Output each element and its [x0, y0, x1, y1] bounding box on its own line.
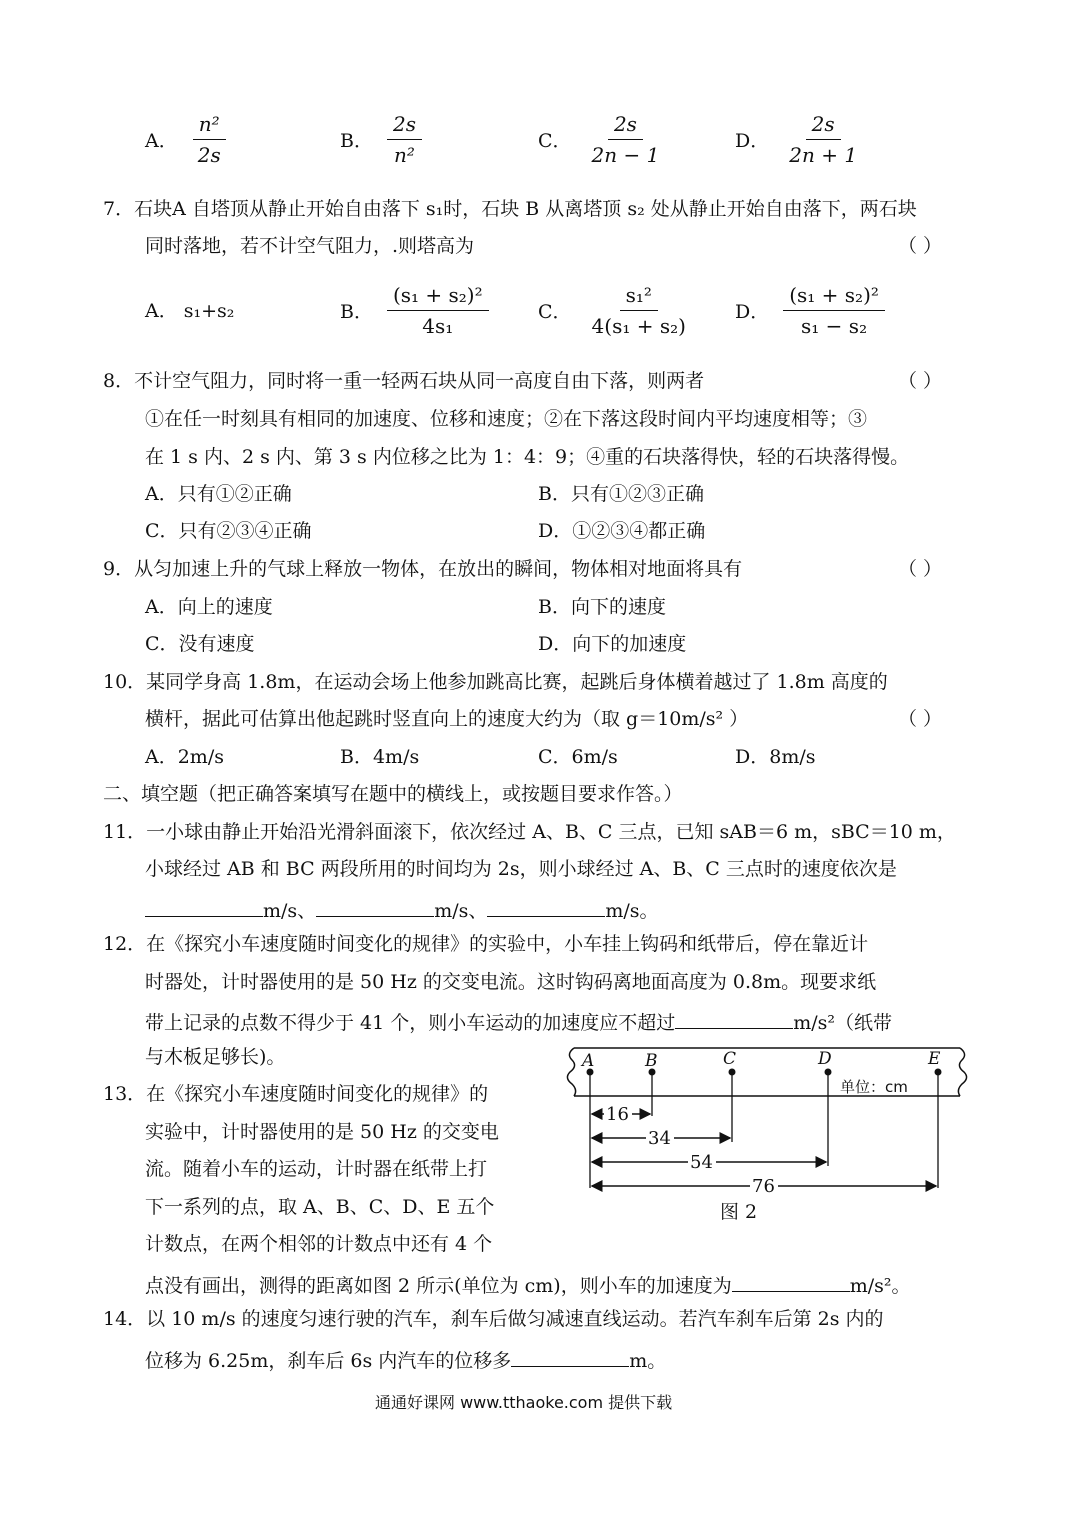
q6-option-c-numerator: 2s: [608, 112, 643, 140]
q7-option-d-denominator: s₁ − s₂: [801, 314, 868, 338]
q11-unit-b: m/s: [434, 900, 469, 922]
q9-option-c: C．没有速度: [145, 633, 255, 655]
q11-end: 。: [639, 900, 659, 922]
q14-line-2: [145, 1348, 666, 1371]
q9-option-d: D．向下的加速度: [538, 633, 687, 655]
q11-line-3: [145, 898, 659, 921]
q9-option-b: B．向下的速度: [538, 596, 666, 618]
q7-option-b-numerator: (s₁ + s₂)²: [387, 283, 489, 311]
q6-option-d-denominator: 2n + 1: [789, 143, 858, 167]
q8-answer-bracket: （ ）: [898, 370, 943, 392]
point-c-dot: [729, 1069, 736, 1076]
q8-option-d: D．①②③④都正确: [538, 520, 706, 542]
q7-option-c-denominator: 4(s₁ + s₂): [591, 314, 686, 338]
q8-option-a: A．只有①②正确: [145, 483, 292, 505]
q13-line-6-text: 点没有画出，测得的距离如图 2 所示(单位为 cm)，则小车的加速度为: [145, 1275, 732, 1297]
q6-option-b-label: B．: [340, 130, 373, 152]
q9-line-1: 9．从匀加速上升的气球上释放一物体，在放出的瞬间，物体相对地面将具有: [103, 558, 743, 580]
distance-label-54: 54: [690, 1152, 713, 1173]
q6-option-d: [735, 112, 863, 167]
q13-line-5: 计数点，在两个相邻的计数点中还有 4 个: [145, 1233, 493, 1255]
q11-answer-blank-b[interactable]: [316, 898, 434, 917]
point-d-dot: [825, 1069, 832, 1076]
q7-option-d-fraction: [783, 283, 885, 338]
q10-answer-bracket: （ ）: [898, 708, 943, 730]
q8-line-3: 在 1 s 内、2 s 内、第 3 s 内位移之比为 1：4：9；④重的石块落得快，轻的石块落得慢。: [145, 446, 910, 468]
q6-option-c-denominator: 2n − 1: [591, 143, 660, 167]
q8-option-b: B．只有①②③正确: [538, 483, 704, 505]
q6-option-d-numerator: 2s: [806, 112, 841, 140]
q10-option-d: D．8m/s: [735, 746, 816, 768]
q13-line-1: 13．在《探究小车速度随时间变化的规律》的: [103, 1083, 489, 1105]
page-footer: 通通好课网 www.tthaoke.com 提供下载: [375, 1393, 673, 1412]
q7-option-d: [735, 283, 885, 338]
q14-line-1: 14．以 10 m/s 的速度匀速行驶的汽车，刹车后做匀减速直线运动。若汽车刹车后第 2s 内的: [103, 1308, 884, 1330]
q11-unit-a: m/s: [263, 900, 298, 922]
q6-option-c-label: C．: [538, 130, 572, 152]
q14-line-2-text: 位移为 6.25m，刹车后 6s 内汽车的位移多: [145, 1350, 512, 1372]
figure-2-ticker-tape: [560, 1040, 980, 1230]
q6-option-c-fraction: [586, 112, 666, 167]
section-2-heading: 二、填空题（把正确答案填写在题中的横线上，或按题目要求作答。）: [103, 783, 683, 805]
q14-answer-blank[interactable]: [511, 1348, 629, 1367]
q10-option-a: A．2m/s: [145, 746, 224, 768]
q12-line-3-text: 带上记录的点数不得少于 41 个，则小车运动的加速度应不超过: [145, 1012, 676, 1034]
q11-line-1: 11．一小球由静止开始沿光滑斜面滚下，依次经过 A、B、C 三点，已知 sAB＝6 m，sBC＝10 m，: [103, 821, 956, 843]
q7-option-a: A． s₁+s₂: [145, 300, 235, 322]
point-label-a: A: [582, 1051, 595, 1071]
q7-option-b-label: B．: [340, 301, 373, 323]
q7-option-c-label: C．: [538, 301, 572, 323]
q13-line-6-unit: m/s²。: [849, 1275, 911, 1297]
distance-label-16: 16: [606, 1104, 629, 1125]
q6-option-a-label: A．: [145, 130, 178, 152]
q11-unit-c: m/s: [605, 900, 640, 922]
q12-line-4: 与木板足够长)。: [145, 1046, 286, 1068]
tape-left-tear: [567, 1048, 575, 1096]
unit-label: 单位：cm: [840, 1078, 908, 1096]
q10-line-2: 横杆，据此可估算出他起跳时竖直向上的速度大约为（取 g＝10m/s² ）: [145, 708, 749, 730]
q8-option-c: C．只有②③④正确: [145, 520, 312, 542]
point-label-e: E: [928, 1049, 941, 1069]
distance-label-76: 76: [752, 1176, 775, 1197]
q13-line-6: [145, 1273, 911, 1296]
q7-option-d-label: D．: [735, 301, 770, 323]
q6-option-a: [145, 112, 227, 167]
q6-option-c: [538, 112, 665, 167]
q6-option-b-numerator: 2s: [387, 112, 422, 140]
q6-option-a-denominator: 2s: [197, 143, 221, 167]
q7-answer-bracket: （ ）: [898, 235, 943, 257]
q11-answer-blank-a[interactable]: [145, 898, 263, 917]
point-label-c: C: [723, 1049, 737, 1069]
q10-line-1: 10．某同学身高 1.8m，在运动会场上他参加跳高比赛，起跳后身体横着越过了 1.8m 高度的: [103, 671, 888, 693]
q7-option-c-fraction: [586, 283, 692, 338]
q11-answer-blank-c[interactable]: [487, 898, 605, 917]
q13-line-3: 流。随着小车的运动，计时器在纸带上打: [145, 1158, 488, 1180]
q7-line-1: 7．石块A 自塔顶从静止开始自由落下 s₁时，石块 B 从离塔顶 s₂ 处从静止开始自由落下，两石块: [103, 198, 917, 220]
q8-line-1: 8．不计空气阻力，同时将一重一轻两石块从同一高度自由下落，则两者: [103, 370, 705, 392]
q11-separator-2: 、: [468, 900, 488, 922]
q7-line-2: 同时落地，若不计空气阻力，.则塔高为: [145, 235, 475, 257]
q12-line-3-unit: m/s²（纸带: [793, 1012, 893, 1034]
distance-label-34: 34: [648, 1128, 671, 1149]
q6-option-d-fraction: [783, 112, 863, 167]
q10-option-c: C．6m/s: [538, 746, 618, 768]
q6-option-b: [340, 112, 422, 167]
q9-answer-bracket: （ ）: [898, 558, 943, 580]
q12-answer-blank[interactable]: [675, 1010, 793, 1029]
tape-right-tear: [958, 1048, 966, 1096]
q7-option-d-numerator: (s₁ + s₂)²: [783, 283, 885, 311]
q6-option-d-label: D．: [735, 130, 770, 152]
figure-caption: 图 2: [720, 1201, 758, 1223]
q6-option-a-fraction: [192, 112, 227, 167]
q7-option-b-denominator: 4s₁: [422, 314, 454, 338]
q12-line-2: 时器处，计时器使用的是 50 Hz 的交变电流。这时钩码离地面高度为 0.8m。现要求纸: [145, 971, 877, 993]
q6-option-a-numerator: n²: [193, 112, 226, 140]
q6-option-b-denominator: n²: [394, 143, 415, 167]
q13-line-2: 实验中，计时器使用的是 50 Hz 的交变电: [145, 1121, 499, 1143]
q8-line-2: ①在任一时刻具有相同的加速度、位移和速度；②在下落这段时间内平均速度相等；③: [145, 408, 868, 430]
q7-option-c: [538, 283, 692, 338]
point-e-dot: [935, 1069, 942, 1076]
q12-line-3: [145, 1010, 892, 1033]
q11-separator-1: 、: [297, 900, 317, 922]
q13-answer-blank[interactable]: [732, 1273, 850, 1292]
q6-option-b-fraction: [387, 112, 422, 167]
q7-option-c-numerator: s₁²: [620, 283, 658, 311]
q12-line-1: 12．在《探究小车速度随时间变化的规律》的实验中，小车挂上钩码和纸带后，停在靠近计: [103, 933, 869, 955]
q10-option-b: B．4m/s: [340, 746, 420, 768]
q9-option-a: A．向上的速度: [145, 596, 273, 618]
q7-option-b: [340, 283, 489, 338]
q11-line-2: 小球经过 AB 和 BC 两段所用的时间均为 2s，则小球经过 A、B、C 三点时的速度依次是: [145, 858, 897, 880]
point-label-d: D: [818, 1049, 832, 1069]
q14-line-2-unit: m。: [629, 1350, 667, 1372]
point-label-b: B: [645, 1051, 658, 1071]
q13-line-4: 下一系列的点，取 A、B、C、D、E 五个: [145, 1196, 495, 1218]
q7-option-b-fraction: [387, 283, 489, 338]
